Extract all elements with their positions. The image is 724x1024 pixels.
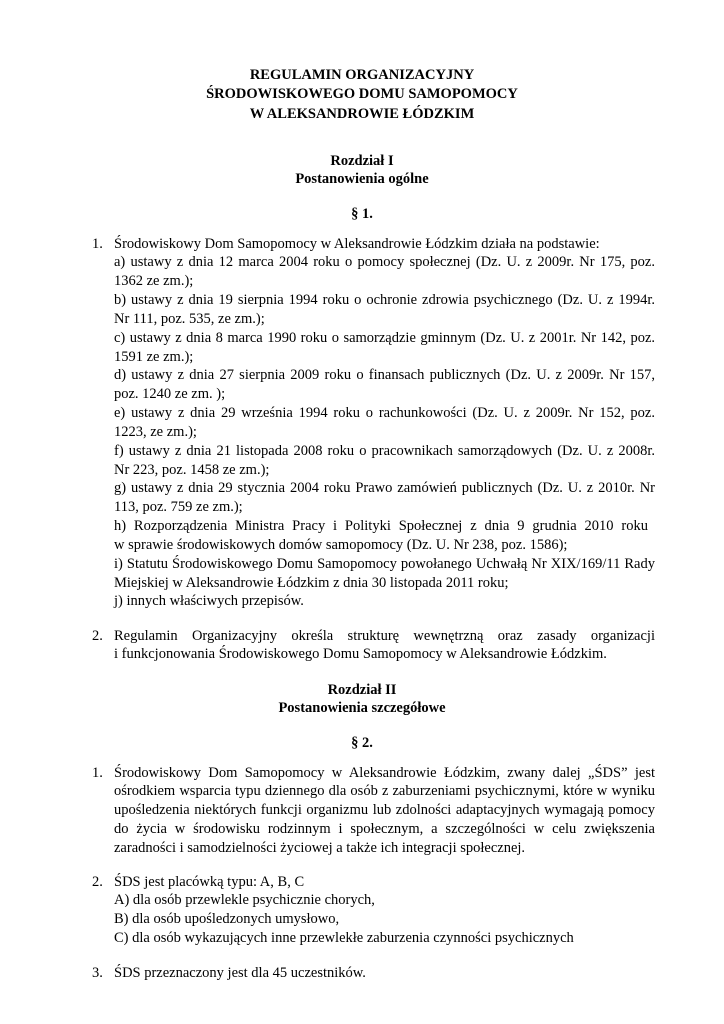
text-line: 113, poz. 759 ze zm.); (114, 499, 243, 516)
text-line: Nr 111, poz. 535, ze zm.); (114, 310, 265, 327)
text-line: h) Rozporządzenia Ministra Pracy i Polityki Społecznej z dnia 9 grudnia 2010 roku (114, 518, 648, 535)
text-line: b) ustawy z dnia 19 sierpnia 1994 roku o ochronie zdrowia psychicznego (Dz. U. z 1994r. (114, 292, 655, 309)
text-line: Środowiskowy Dom Samopomocy w Aleksandrowie Łódzkim działa na podstawie: (114, 235, 600, 252)
title-line: ŚRODOWISKOWEGO DOMU SAMOPOMOCY (206, 86, 518, 103)
section-2-point-1 (92, 764, 655, 858)
section-2-heading (69, 734, 655, 753)
chapter-2-heading (69, 681, 655, 719)
text-line: g) ustawy z dnia 29 stycznia 2004 roku Prawo zamówień publicznych (Dz. U. z 2010r. Nr (114, 480, 655, 497)
text-line: Miejskiej w Aleksandrowie Łódzkim z dnia 30 listopada 2011 roku; (114, 574, 509, 591)
text-line: Nr 223, poz. 1458 ze zm.); (114, 461, 270, 478)
text-line: 1362 ze zm.); (114, 273, 194, 290)
point-text (114, 627, 655, 665)
text-line: d) ustawy z dnia 27 sierpnia 2009 roku o finansach publicznych (Dz. U. z 2009r. Nr 157, (114, 367, 655, 384)
text-line: ŚDS przeznaczony jest dla 45 uczestników. (114, 964, 366, 981)
point-number: 1. (92, 764, 103, 781)
text-line: 1591 ze zm.); (114, 348, 194, 365)
point-number: 2. (92, 873, 103, 890)
text-line: i) Statutu Środowiskowego Domu Samopomocy powołanego Uchwałą Nr XIX/169/11 Rady (114, 555, 655, 572)
section-1-point-2 (92, 627, 655, 665)
text-line: 1223, ze zm.); (114, 423, 197, 440)
text-line: B) dla osób upośledzonych umysłowo, (114, 911, 340, 928)
text-line: C) dla osób wykazujących inne przewlekłe zaburzenia czynności psychicznych (114, 930, 574, 947)
text-line: j) innych właściwych przepisów. (114, 593, 304, 610)
point-text (114, 764, 655, 858)
text-line: a) ustawy z dnia 12 marca 2004 roku o pomocy społecznej (Dz. U. z 2009r. Nr 175, poz. (114, 254, 655, 271)
section-2-point-2 (92, 873, 655, 948)
document-title (69, 66, 655, 124)
section-2-point-3 (92, 964, 655, 983)
text-line: upośledzenia niektórych funkcji organizmu lub zdolności adaptacyjnych wymagają pomocy (114, 802, 655, 819)
point-text (114, 964, 655, 983)
text-line: A) dla osób przewlekle psychicznie chorych, (114, 892, 375, 909)
title-line: REGULAMIN ORGANIZACYJNY (249, 67, 475, 83)
chapter-title: Rozdział II (327, 681, 397, 698)
text-line: w sprawie środowiskowych domów samopomocy (Dz. U. Nr 238, poz. 1586); (114, 536, 568, 553)
text-line: f) ustawy z dnia 21 listopada 2008 roku o pracownikach samorządowych (Dz. U. z 2008r. (114, 442, 655, 459)
chapter-title: Rozdział I (330, 152, 394, 169)
text-line: ŚDS jest placówką typu: A, B, C (114, 873, 305, 890)
section-1-point-1 (92, 235, 655, 612)
point-number: 3. (92, 964, 103, 981)
text-line: Regulamin Organizacyjny określa strukturę wewnętrzną oraz zasady organizacji (114, 627, 655, 644)
text-line: do życia w środowisku rodzinnym i społecznym, a szczególności w celu zwiększenia (114, 821, 655, 838)
text-line: poz. 1240 ze zm. ); (114, 386, 226, 403)
section-number: § 2. (351, 734, 373, 751)
chapter-subtitle: Postanowienia ogólne (295, 171, 429, 188)
point-number: 2. (92, 627, 103, 644)
text-line: zaradności i samodzielności życiowej a także ich integracji społecznej. (114, 839, 526, 856)
point-text (114, 235, 655, 612)
chapter-1-heading (69, 152, 655, 190)
chapter-subtitle: Postanowienia szczegółowe (278, 700, 446, 717)
point-number: 1. (92, 235, 103, 252)
text-line: i funkcjonowania Środowiskowego Domu Samopomocy w Aleksandrowie Łódzkim. (114, 646, 607, 663)
text-line: ośrodkiem wsparcia typu dziennego dla osób z zaburzeniami psychicznymi, które w wyniku (114, 783, 655, 800)
text-line: e) ustawy z dnia 29 września 1994 roku o rachunkowości (Dz. U. z 2009r. Nr 152, poz. (114, 405, 655, 422)
text-line: c) ustawy z dnia 8 marca 1990 roku o samorządzie gminnym (Dz. U. z 2001r. Nr 142, poz. (114, 329, 655, 346)
title-line: W ALEKSANDROWIE ŁÓDZKIM (249, 105, 475, 122)
section-1-heading (69, 205, 655, 224)
section-number: § 1. (351, 205, 373, 222)
point-text (114, 873, 655, 948)
text-line: Środowiskowy Dom Samopomocy w Aleksandrowie Łódzkim, zwany dalej „ŚDS” jest (114, 764, 655, 781)
